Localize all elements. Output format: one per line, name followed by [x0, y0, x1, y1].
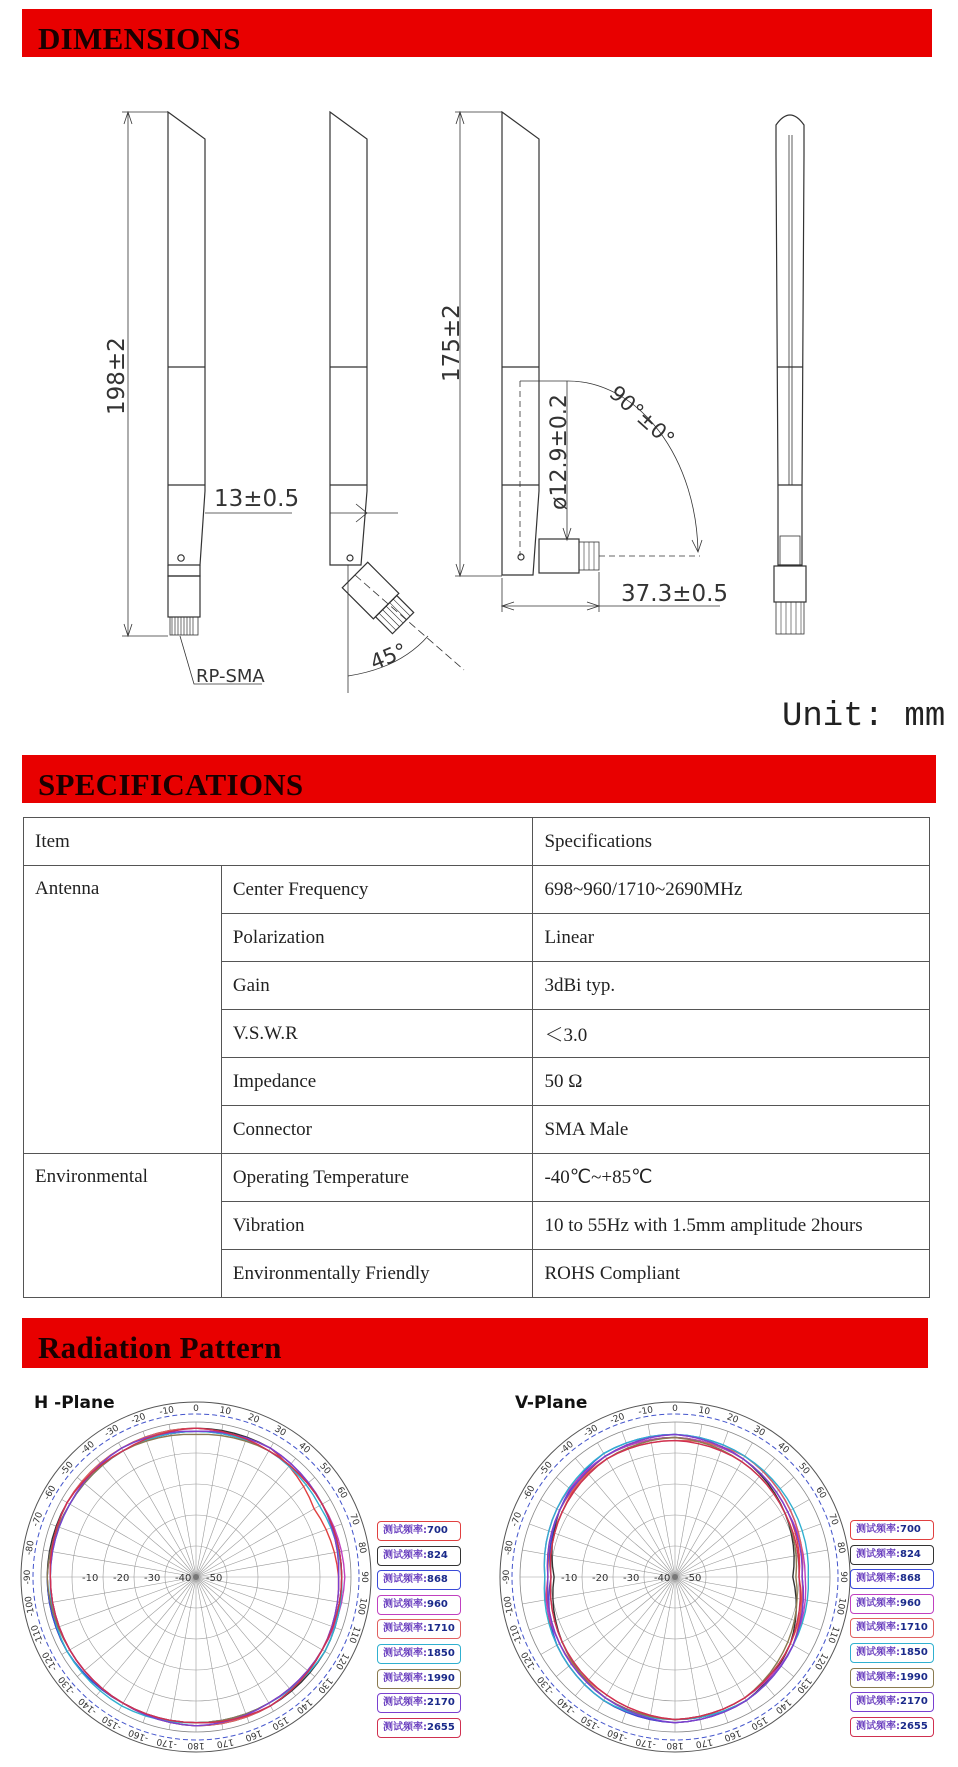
h-plane-spoke [196, 1458, 296, 1577]
h-plane-angle-label: 110 [346, 1624, 362, 1645]
h-plane-angle-label: -170 [155, 1735, 178, 1750]
v-plane-angle-label: 90 [838, 1571, 848, 1583]
v-plane-angle-label: 160 [722, 1727, 743, 1743]
h-plane-angle-label: -60 [42, 1484, 59, 1502]
v-plane-legend-label: 测试频率: [856, 1720, 900, 1732]
v-plane-angle-label: 140 [773, 1696, 793, 1716]
row-value: 3dBi typ. [533, 962, 930, 1010]
row-label: Connector [221, 1106, 533, 1154]
h-plane-angle-label: 0 [193, 1404, 199, 1414]
v-plane-angle-label: -110 [508, 1623, 526, 1646]
v-plane-angle-label: 180 [666, 1740, 684, 1750]
table-row [24, 866, 930, 914]
v-plane-angle-label: -30 [582, 1423, 600, 1440]
v-plane-angle-label: 20 [725, 1412, 740, 1426]
v-plane-angle-label: -60 [521, 1484, 538, 1502]
h-plane-legend-item [377, 1619, 461, 1639]
h-plane-angle-label: -110 [29, 1623, 47, 1646]
h-plane-legend-value: 1850 [427, 1648, 455, 1659]
v-plane-angle-label: 120 [811, 1651, 830, 1671]
dimensions-heading: DIMENSIONS [38, 21, 241, 56]
v-plane-angle-label: 70 [826, 1512, 840, 1527]
h-plane-angle-label: -40 [79, 1439, 97, 1457]
h-plane-radial-label: -40 [175, 1573, 192, 1584]
h-plane-angle-label: 10 [218, 1405, 232, 1418]
h-plane-radial-label: -30 [144, 1573, 161, 1584]
h-plane-angle-label: 90 [359, 1571, 369, 1583]
h-plane-angle-label: 170 [215, 1736, 235, 1749]
v-plane-legend-item [850, 1545, 934, 1565]
h-plane-angle-label: 30 [272, 1424, 288, 1439]
h-plane-angle-label: 40 [296, 1440, 312, 1456]
header-item: Item [24, 818, 533, 866]
antenna-front-view [122, 112, 292, 684]
v-plane-angle-label: -40 [558, 1439, 576, 1457]
v-plane-legend-value: 2655 [900, 1720, 928, 1732]
specifications-heading: SPECIFICATIONS [38, 767, 304, 802]
h-plane-legend-value: 700 [427, 1525, 448, 1536]
h-plane-legend-item [377, 1595, 461, 1615]
row-label: Gain [221, 962, 533, 1010]
v-plane-legend-value: 2170 [900, 1696, 928, 1708]
h-plane-legend-label: 测试频率: [383, 1574, 427, 1586]
h-plane-legend-label: 测试频率: [383, 1549, 427, 1561]
v-plane-angle-label: -90 [502, 1569, 512, 1585]
v-plane-spoke [575, 1577, 675, 1696]
h-plane-legend-label: 测试频率: [383, 1598, 427, 1610]
row-value: SMA Male [533, 1106, 930, 1154]
v-plane-legend-value: 1710 [900, 1622, 928, 1634]
angle-tilt-label: 45° [366, 638, 411, 675]
h-plane-legend-item [377, 1521, 461, 1541]
row-label: Operating Temperature [221, 1154, 533, 1202]
v-plane-legend-value: 824 [900, 1548, 921, 1560]
row-label: V.S.W.R [221, 1010, 533, 1058]
v-plane-spoke [675, 1577, 794, 1677]
v-plane-legend-item [850, 1643, 934, 1663]
h-plane-angle-label: -50 [58, 1460, 76, 1478]
h-plane-legend-value: 1710 [427, 1623, 455, 1635]
h-plane-legend-value: 2655 [427, 1721, 455, 1733]
h-plane-spoke [77, 1577, 196, 1677]
h-plane-legend-value: 1990 [427, 1672, 455, 1684]
h-plane-legend-item [377, 1693, 461, 1713]
v-plane-radial-label: -50 [685, 1573, 702, 1584]
v-plane-angle-label: -130 [535, 1673, 557, 1697]
v-plane-angle-label: 30 [751, 1424, 767, 1439]
h-plane-angle-label: 70 [347, 1512, 361, 1527]
h-plane-legend-label: 测试频率: [383, 1648, 427, 1659]
v-plane-angle-label: -100 [502, 1595, 517, 1618]
h-plane-radial-label: -20 [113, 1573, 130, 1584]
h-plane-spoke [196, 1477, 315, 1577]
v-plane-angle-label: 10 [697, 1405, 711, 1418]
offset-label: 37.3±0.5 [621, 581, 729, 607]
v-plane-angle-label: -150 [579, 1713, 603, 1732]
h-plane-spoke [96, 1458, 196, 1577]
h-plane-angle-label: 130 [315, 1675, 335, 1695]
h-plane-legend-label: 测试频率: [383, 1721, 427, 1733]
h-plane-legend-value: 824 [427, 1549, 448, 1561]
h-plane-angle-label: -20 [129, 1411, 148, 1427]
h-plane-angle-label: -80 [24, 1539, 37, 1556]
table-row [24, 1154, 930, 1202]
row-label: Polarization [221, 914, 533, 962]
h-plane-angle-label: 160 [243, 1727, 264, 1743]
v-plane-legend-item [850, 1520, 934, 1540]
v-plane-legend-label: 测试频率: [856, 1597, 900, 1609]
v-plane-legend-label: 测试频率: [856, 1524, 900, 1535]
h-plane-angle-label: -100 [23, 1595, 38, 1618]
h-plane-angle-label: -120 [41, 1649, 60, 1673]
v-plane-angle-label: -160 [606, 1726, 629, 1744]
v-plane-legend-label: 测试频率: [856, 1622, 900, 1634]
v-plane-radial-label: -30 [623, 1573, 640, 1584]
v-plane-angle-label: 150 [749, 1713, 769, 1732]
h-plane-legend-item [377, 1570, 461, 1590]
v-plane-angle-label: -80 [503, 1539, 516, 1556]
specifications-table [23, 817, 930, 1298]
v-plane-radial-label: -40 [654, 1573, 671, 1584]
v-plane-legend-label: 测试频率: [856, 1548, 900, 1560]
v-plane-angle-label: -170 [634, 1735, 657, 1750]
v-plane-angle-label: 80 [834, 1541, 847, 1555]
v-plane-radial-label: -20 [592, 1573, 609, 1584]
diameter-label: ø12.9±0.2 [547, 394, 572, 510]
h-plane-center [193, 1574, 199, 1580]
h-plane-legend-value: 2170 [427, 1697, 455, 1709]
h-plane-angle-label: 140 [294, 1696, 314, 1716]
h-plane-title: H -Plane [34, 1393, 115, 1413]
h-plane-legend-label: 测试频率: [383, 1525, 427, 1536]
v-plane-angle-label: 40 [775, 1440, 791, 1456]
v-plane-angle-label: 0 [672, 1404, 678, 1414]
v-plane-angle-label: 170 [694, 1736, 714, 1749]
v-plane-legend-label: 测试频率: [856, 1671, 900, 1683]
row-value: 10 to 55Hz with 1.5mm amplitude 2hours [533, 1202, 930, 1250]
h-plane-angle-label: 120 [332, 1651, 351, 1671]
radiation-banner [22, 1318, 928, 1368]
h-plane-angle-label: -10 [158, 1405, 175, 1418]
v-plane-legend-item [850, 1692, 934, 1712]
h-plane-angle-label: -70 [30, 1510, 46, 1529]
h-plane-legend-label: 测试频率: [383, 1672, 427, 1684]
h-plane-legend-label: 测试频率: [383, 1623, 427, 1635]
h-plane-radial-label: -10 [82, 1573, 99, 1584]
connector-label: RP-SMA [196, 666, 265, 687]
h-plane-angle-label: 80 [355, 1541, 368, 1555]
v-plane-legend-value: 700 [900, 1524, 921, 1535]
v-plane-angle-label: -50 [537, 1460, 555, 1478]
v-plane-angle-label: 100 [834, 1596, 847, 1616]
h-plane-angle-label: 50 [317, 1461, 333, 1477]
antenna-tilted-view [330, 112, 464, 693]
row-value: ROHS Compliant [533, 1250, 930, 1298]
h-plane-legend-item [377, 1669, 461, 1689]
h-plane-legend-value: 960 [427, 1598, 448, 1610]
v-plane-angle-label: -140 [555, 1695, 579, 1717]
h-plane-angle-label: 20 [246, 1412, 261, 1426]
antenna-folded-view [455, 112, 720, 612]
v-plane-legend-item [850, 1717, 934, 1737]
v-plane-spoke [675, 1577, 775, 1696]
v-plane-angle-label: -10 [637, 1405, 654, 1418]
row-label: Environmentally Friendly [221, 1250, 533, 1298]
v-plane-legend-value: 1990 [900, 1671, 928, 1683]
specifications-banner [22, 755, 936, 803]
v-plane-title: V-Plane [515, 1393, 588, 1413]
h-plane-angle-label: 100 [355, 1596, 368, 1616]
v-plane-angle-label: -120 [520, 1649, 539, 1673]
v-plane-angle-label: 60 [813, 1485, 828, 1501]
group-antenna: Antenna [24, 866, 222, 1154]
unit-label: Unit: mm [782, 698, 946, 736]
row-value: Linear [533, 914, 930, 962]
v-plane-angle-label: -20 [608, 1411, 627, 1427]
h-plane-radial-label: -50 [206, 1573, 223, 1584]
row-value: 698~960/1710~2690MHz [533, 866, 930, 914]
h-plane-spoke [77, 1477, 196, 1577]
length-total-label: 198±2 [104, 337, 130, 415]
dimension-drawing [0, 58, 958, 748]
angle-rotate-label: 90°±0° [604, 380, 680, 452]
v-plane-radial-label: -10 [561, 1573, 578, 1584]
v-plane-legend-value: 1850 [900, 1647, 928, 1658]
v-plane-center [672, 1574, 678, 1580]
v-plane-angle-label: 110 [825, 1624, 841, 1645]
v-plane-legend-item [850, 1594, 934, 1614]
h-plane-angle-label: -30 [103, 1423, 121, 1440]
h-plane-angle-label: -140 [76, 1695, 100, 1717]
v-plane-legend-value: 868 [900, 1573, 921, 1585]
row-label: Vibration [221, 1202, 533, 1250]
table-header-row [24, 818, 930, 866]
header-spec: Specifications [533, 818, 930, 866]
h-plane-legend-item [377, 1718, 461, 1738]
h-plane-angle-label: -150 [100, 1713, 124, 1732]
width-label: 13±0.5 [214, 486, 300, 512]
row-value: 50 Ω [533, 1058, 930, 1106]
h-plane-legend-item [377, 1546, 461, 1566]
v-plane-angle-label: 50 [796, 1461, 812, 1477]
row-value: -40℃~+85℃ [533, 1154, 930, 1202]
h-plane-spoke [196, 1577, 315, 1677]
row-label: Impedance [221, 1058, 533, 1106]
v-plane-angle-label: 130 [794, 1675, 814, 1695]
radiation-heading: Radiation Pattern [38, 1330, 282, 1365]
row-label: Center Frequency [221, 866, 533, 914]
v-plane-legend-label: 测试频率: [856, 1647, 900, 1658]
h-plane-legend-value: 868 [427, 1574, 448, 1586]
v-plane-legend-item [850, 1569, 934, 1589]
group-environmental: Environmental [24, 1154, 222, 1298]
v-plane-spoke [575, 1458, 675, 1577]
h-plane-angle-label: 150 [270, 1713, 290, 1732]
row-value: ＜3.0 [533, 1010, 930, 1058]
h-plane-angle-label: 60 [334, 1485, 349, 1501]
h-plane-angle-label: -90 [23, 1569, 33, 1585]
h-plane-spoke [196, 1577, 296, 1696]
v-plane-legend-label: 测试频率: [856, 1573, 900, 1585]
h-plane-legend-label: 测试频率: [383, 1697, 427, 1709]
v-plane-legend-value: 960 [900, 1597, 921, 1609]
v-plane-legend-item [850, 1618, 934, 1638]
h-plane-angle-label: -160 [127, 1726, 150, 1744]
antenna-side-view [774, 115, 806, 634]
h-plane-spoke [96, 1577, 196, 1696]
length-folded-label: 175±2 [439, 304, 465, 382]
v-plane-legend-item [850, 1668, 934, 1688]
v-plane-legend-label: 测试频率: [856, 1696, 900, 1708]
v-plane-angle-label: -70 [509, 1510, 525, 1529]
h-plane-angle-label: 180 [187, 1740, 205, 1750]
h-plane-legend-item [377, 1644, 461, 1664]
h-plane-angle-label: -130 [56, 1673, 78, 1697]
dimensions-banner [22, 9, 932, 57]
